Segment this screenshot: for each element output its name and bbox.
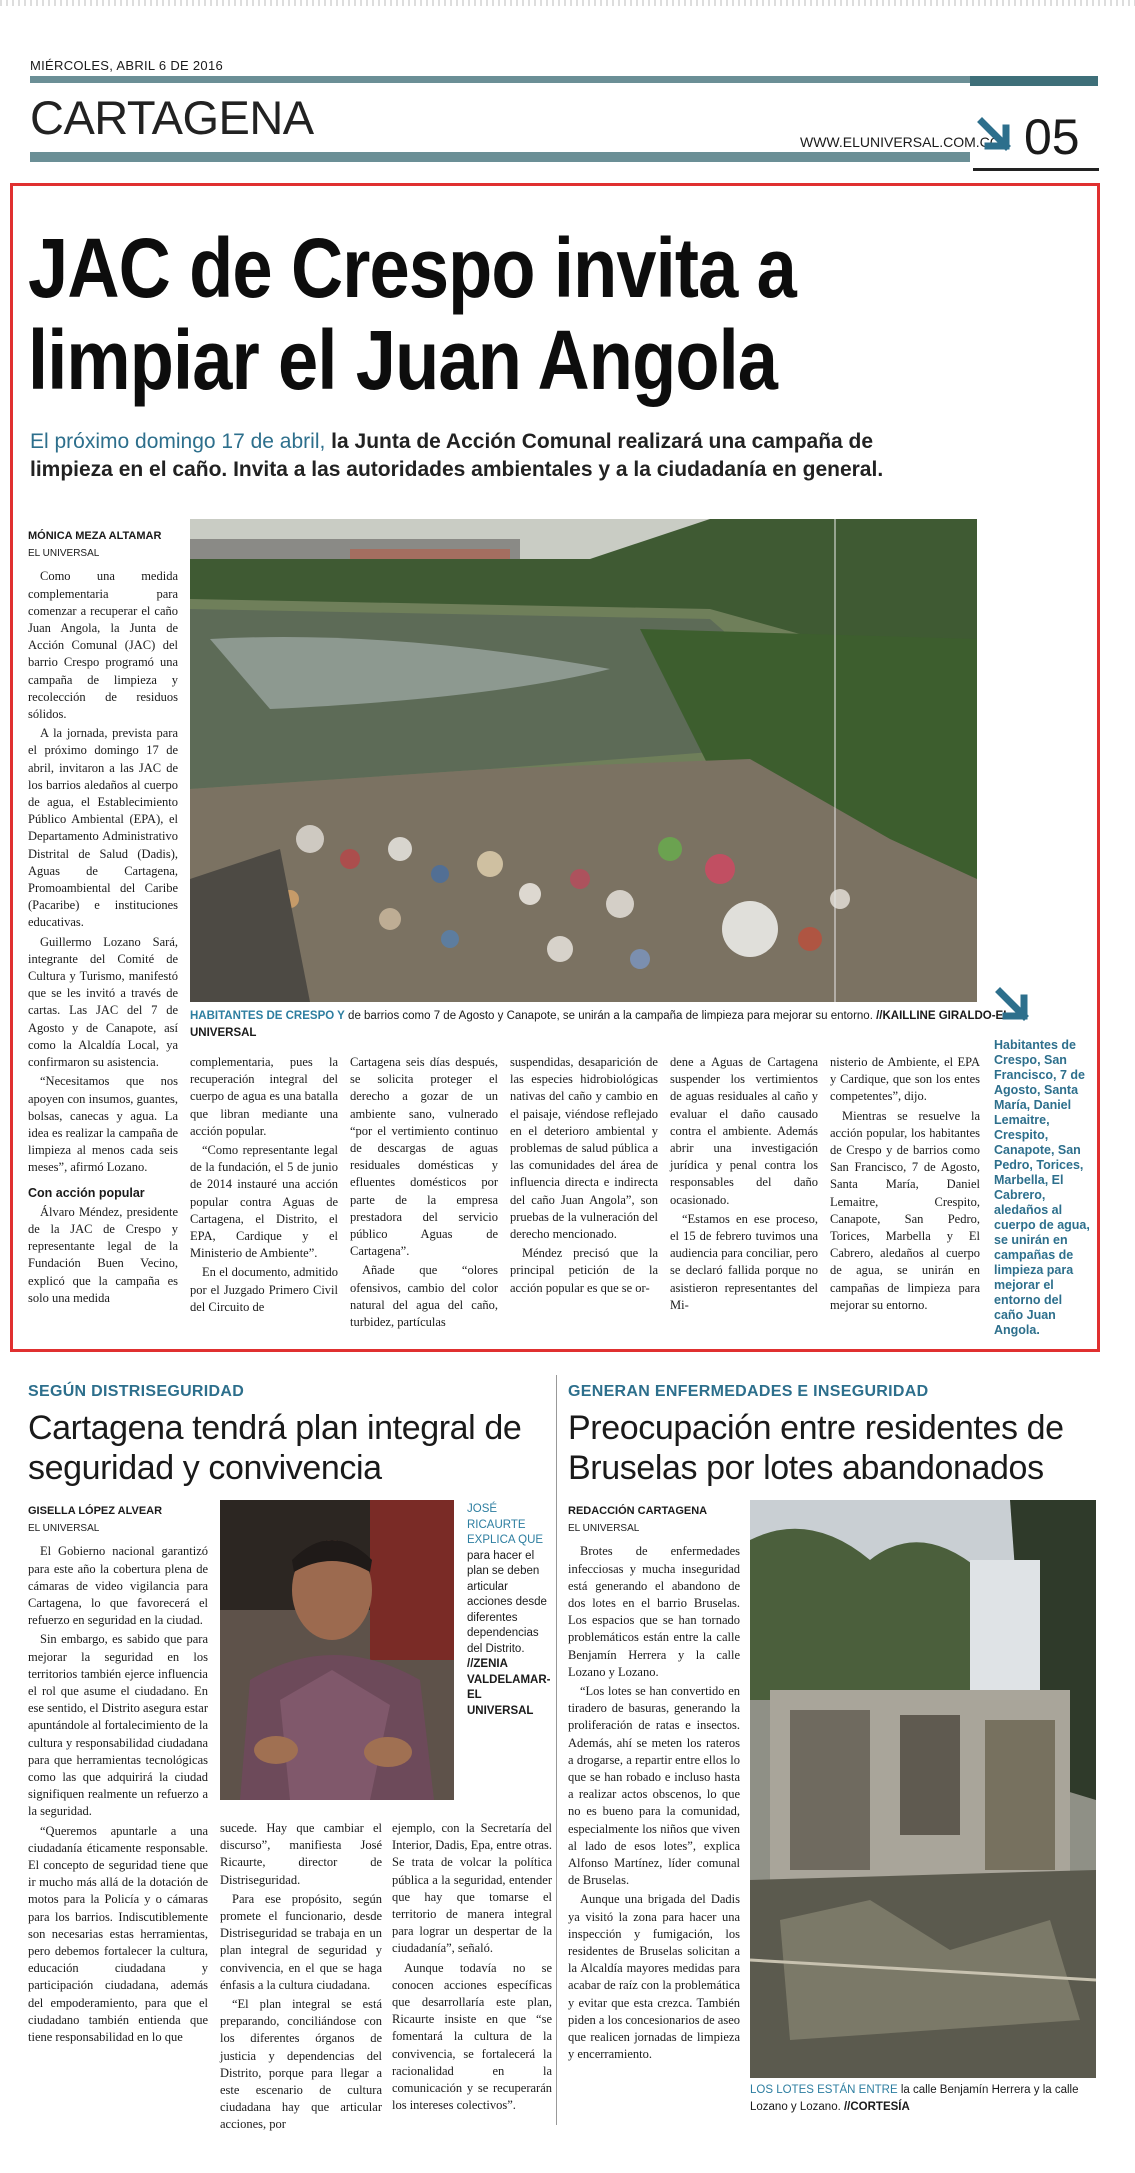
- caption-lead: JOSÉ RICAURTE EXPLICA QUE: [467, 1503, 544, 1546]
- paragraph: “Queremos apuntarle a una ciudadanía éticamente responsable. El concepto de seguridad tiene que ir mucho más allá de la dotación de motos para la Policía y o cámaras para los barrios. Indiscutiblemente son necesarias estas herramientas, pero debemos fortalecer la cultura, educación ciudadana y participación ciudadana, además del empoderamiento, para que el ciudadano también entienda que tiene responsabilidad en lo que: [28, 1823, 208, 2045]
- paragraph: nisterio de Ambiente, el EPA y Cardique, que son los entes competentes”, dijo.: [830, 1055, 980, 1104]
- page-number: 05: [1024, 109, 1080, 165]
- bruselas-column: [568, 1503, 740, 2066]
- scan-top-edge: [0, 0, 1135, 6]
- story-title: Cartagena tendrá plan integral de seguridad y convivencia: [28, 1409, 522, 1487]
- caption-text: para hacer el plan se deben articular acciones desde diferentes dependencias del Distrito.: [467, 1549, 547, 1655]
- lead-highlight: El próximo domingo 17 de abril,: [30, 430, 326, 453]
- main-column-6: [830, 1054, 980, 1316]
- paragraph: Añade que “olores ofensivos, cambio del color natural del agua del caño, turbidez, partículas: [350, 1263, 498, 1330]
- main-headline: [28, 222, 888, 406]
- main-column-3: [350, 1054, 498, 1333]
- paragraph: El Gobierno nacional garantizó para este año la cobertura plena de cámaras de video vigilancia para Cartagena, lo que favorecerá el refuerzo en seguridad en la ciudad.: [28, 1544, 208, 1628]
- paragraph: Para ese propósito, según promete el funcionario, desde Distriseguridad se trabaja en un plan integral de seguridad y convivencia, en el que se haga énfasis a la cultura ciudadana.: [220, 1891, 382, 1992]
- paragraph: Guillermo Lozano Sará, integrante del Comité de Cultura y Turismo, manifestó que se les invitó a través de cartas. Las JAC del 7 de Agosto y de Canapote, así como la Alcaldía Local, ya confirmaron su asistencia.: [28, 934, 178, 1070]
- paragraph: Aunque todavía no se conocen acciones específicas que desarrollaría este plan, Ricaurte insiste en que “se fomentará la cultura de la convivencia, se fortalecerá la racionalidad en la comunicación y se recuperarán los intereses colectivos”.: [392, 1960, 552, 2113]
- story-title: Preocupación entre residentes de Bruselas por lotes abandonados: [568, 1409, 1064, 1487]
- paragraph: Brotes de enfermedades infecciosas y mucha inseguridad está generando el abandono de dos lotes en el barrio Bruselas. Los espacios que se han tornado problemáticos están entre la calle Benjamín Herrera y la calle Lozano y Lozano.: [568, 1544, 740, 1679]
- caption-text: de barrios como 7 de Agosto y Canapote, se unirán a la campaña de limpieza para mejorar su entorno.: [344, 1010, 873, 1022]
- byline-org: EL UNIVERSAL: [28, 1523, 100, 1535]
- security-column-1: [28, 1503, 208, 2048]
- paragraph: “Como representante legal de la fundación, el 5 de junio de 2014 instauré una acción popular contra Aguas de Cartagena, el Distrito, el EPA, Cardique y el Ministerio de Ambiente”.: [190, 1143, 338, 1261]
- photo-caption: [750, 2082, 1096, 2116]
- paragraph: Mientras se resuelve la acción popular, los habitantes de Crespo y de barrios como San Francisco, 7 de Agosto, Santa María, Daniel Lemaitre, Crespito, Canapote, San Pedro, Torices, Marbella y El Cabrero, aledaños al cuerpo de agua, se unirán en campañas de limpieza para mejorar su entorno.: [830, 1108, 980, 1312]
- paragraph: Álvaro Méndez, presidente de la JAC de Crespo y representante legal de la Fundación Buen Vecino, explicó que la campaña es solo una medida: [28, 1204, 178, 1305]
- subhead: Con acción popular: [28, 1185, 145, 1200]
- page-badge-rule: [973, 168, 1099, 171]
- section-title: CARTAGENA: [30, 91, 314, 144]
- paragraph: Méndez precisó que la principal petición de la acción popular es que se or-: [510, 1246, 658, 1295]
- arrow-down-right-icon: [976, 116, 1018, 158]
- security-column-2: [220, 1820, 382, 2136]
- side-box-summary: Habitantes de Crespo, San Francisco, 7 de Agosto, Santa María, Daniel Lemaitre, Crespito, Canapote, San Pedro, Torices, Marbella, El Cabrero, aledaños al cuerpo de agua, se unirán en campañas de limpieza para mejorar el entorno del caño Juan Angola.: [994, 1038, 1090, 1337]
- main-photo-cano-juan-angola: [190, 519, 977, 1002]
- caption-lead: HABITANTES DE CRESPO Y: [190, 1010, 345, 1022]
- main-photo-caption: [190, 1008, 1060, 1042]
- photo-credit: //CORTESÍA: [840, 2101, 910, 2113]
- main-column-5: [670, 1054, 818, 1316]
- paragraph: complementaria, pues la recuperación integral del cuerpo de agua es una batalla que libran mediante una acción popular.: [190, 1055, 338, 1138]
- byline-org: EL UNIVERSAL: [568, 1523, 640, 1535]
- headline-line-2: limpiar el Juan Angola: [28, 313, 778, 407]
- paragraph: Sin embargo, es sabido que para mejorar la seguridad en los territorios también ejerce influencia el rol que asume el ciudadano. En ese sentido, el Distrito asegura estar apuntándole al fortalecimiento de la cultura y responsabilidad ciudadana para que herramientas tecnológicas como las que adquirirá la ciudad signifiquen realmente un refuerzo a la seguridad.: [28, 1632, 208, 1819]
- photo-credit: //ZENIA VALDELAMAR-EL UNIVERSAL: [467, 1658, 551, 1717]
- paragraph: “Estamos en ese proceso, el 15 de febrero tuvimos una audiencia para conciliar, pero se declaró fallida porque no asistieron representantes del Mi-: [670, 1211, 818, 1312]
- paragraph: suspendidas, desaparición de las especies hidrobiológicas nativas del caño y cambio en el paisaje, viéndose reflejado en el deterioro ambiental y problemas de salud pública a las comunidades del área de influencia directa e indirecta del caño Juan Angola”, son pruebas de la vulneración del derecho mencionado.: [510, 1055, 658, 1242]
- photo-jose-ricaurte: [220, 1500, 454, 1800]
- site-url[interactable]: WWW.ELUNIVERSAL.COM.CO: [800, 134, 1001, 150]
- lead-text: la Junta de Acción Comunal realizará una campaña de limpieza en el caño. Invita a las autoridades ambientales y a la ciudadanía en general.: [30, 430, 884, 481]
- photo-abandoned-lots: [750, 1500, 1096, 2078]
- column-divider: [556, 1375, 557, 2125]
- byline-org: EL UNIVERSAL: [28, 548, 100, 560]
- paragraph: ejemplo, con la Secretaría del Interior, Dadis, Epa, entre otras. Se trata de volcar la política pública a la seguridad, entender que hay que tomarse el territorio de manera integral para lograr un despertar de la ciudadanía”, señaló.: [392, 1821, 552, 1956]
- masthead-bottom-rule: [30, 152, 970, 162]
- paragraph: “El plan integral se está preparando, conciliándose con los diferentes órganos de justicia y dependencias del Distrito, porque para llegar a este escenario de cultura ciudadana hay que articular acciones, por: [220, 1997, 382, 2132]
- photo-credit: //KAILLINE GIRALDO-EL UNIVERSAL: [190, 1010, 1011, 1039]
- byline: REDACCIÓN CARTAGENA: [568, 1505, 708, 1517]
- paragraph: “Necesitamos que nos apoyen con insumos, guantes, bolsas, canecas y agua. La idea es realizar la campaña de limpieza al menos cada seis meses”, afirmó Lozano.: [28, 1074, 178, 1175]
- masthead-rule-accent: [970, 76, 1098, 86]
- arrow-down-right-icon: [994, 986, 1036, 1028]
- main-column-4: [510, 1054, 658, 1299]
- paragraph: sucede. Hay que cambiar el discurso”, manifiesta José Ricaurte, director de Distriseguridad.: [220, 1821, 382, 1887]
- caption-lead: LOS LOTES ESTÁN ENTRE: [750, 2084, 898, 2096]
- main-column-2: [190, 1054, 338, 1318]
- paragraph: “Los lotes se han convertido en tiradero de basuras, generando la proliferación de ratas e insectos. Además, ahí se meten los rateros a drogarse, a repartir entre ellos lo que se han robado e incluso hasta a realizar actos obscenos, lo que no es bueno para la comunidad, especialmente los niños que viven al lado de esos lotes”, explica Alfonso Martínez, líder comunal de Bruselas.: [568, 1684, 740, 1888]
- caption-text: la calle Benjamín Herrera y la calle Lozano y Lozano.: [750, 2084, 1079, 2113]
- masthead-top-rule: [30, 76, 1098, 83]
- paragraph: Como una medida complementaria para comenzar a recuperar el caño Juan Angola, la Junta de Acción Comunal (JAC) del barrio Crespo programó una campaña de limpieza y recolección de residuos sólidos.: [28, 569, 178, 722]
- security-column-3: [392, 1820, 552, 2116]
- paragraph: A la jornada, prevista para el próximo domingo 17 de abril, invitaron a las JAC de los barrios aledaños al cuerpo de agua, el Establecimiento Público Ambiental (EPA), el Departamento Administrativo Distrital de Salud (Dadis), Aguas de Cartagena, Promoambiental del Caribe (Pacaribe) e instituciones educativas.: [28, 726, 178, 930]
- main-column-1: [28, 528, 178, 1309]
- paragraph: Aunque una brigada del Dadis ya visitó la zona para hacer una inspección y fumigación, los residentes de Bruselas solicitan a la Alcaldía mayores medidas para acabar de raíz con la problemática y evitar que esta crezca. También piden a los concesionarios de aseo que realicen jornadas de limpieza y encerramiento.: [568, 1892, 740, 2062]
- main-lead: [30, 428, 950, 484]
- byline: MÓNICA MEZA ALTAMAR: [28, 530, 162, 542]
- photo-caption: [467, 1502, 551, 1719]
- headline-line-1: JAC de Crespo invita a: [28, 221, 796, 315]
- paragraph: Cartagena seis días después, se solicita proteger el derecho a gozar de un ambiente sano, vulnerado “por el vertimiento continuo de descargas de aguas residuales domésticas y efluentes domésticos por parte de la empresa prestadora del servicio público Aguas de Cartagena”.: [350, 1055, 498, 1259]
- story-kicker: GENERAN ENFERMEDADES E INSEGURIDAD: [568, 1383, 929, 1400]
- paragraph: dene a Aguas de Cartagena suspender los vertimientos de aguas residuales al caño y evaluar el daño causado contra el ambiente. Además abrir una investigación jurídica y penal contra los responsables del daño ocasionado.: [670, 1055, 818, 1207]
- edition-date: MIÉRCOLES, ABRIL 6 DE 2016: [30, 58, 224, 73]
- byline: GISELLA LÓPEZ ALVEAR: [28, 1505, 163, 1517]
- paragraph: En el documento, admitido por el Juzgado Primero Civil del Circuito de: [190, 1265, 338, 1314]
- story-kicker: SEGÚN DISTRISEGURIDAD: [28, 1383, 245, 1400]
